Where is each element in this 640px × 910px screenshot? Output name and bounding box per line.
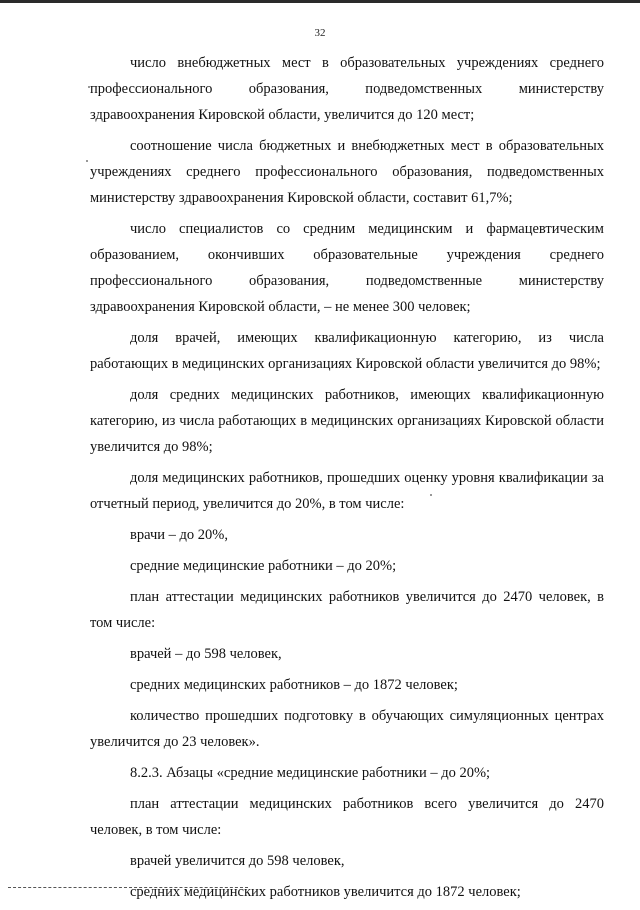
top-border-line	[0, 0, 640, 3]
paragraph: врачей увеличится до 598 человек,	[130, 853, 345, 869]
paragraph: количество прошедших подготовку в обучающих симуляционных центрах увеличится до 23 человек».	[90, 708, 604, 750]
paragraph: соотношение числа бюджетных и внебюджетных мест в образовательных учреждениях среднего профессионального образования, подведомственных министерству здравоохранения Кировской области, составит 61,7%;	[90, 138, 604, 206]
paragraph: средних медицинских работников – до 1872 человек;	[130, 677, 458, 693]
paragraph: врачи – до 20%,	[130, 527, 228, 543]
scan-speck	[88, 86, 90, 88]
document-body	[90, 50, 604, 910]
paragraph: план аттестации медицинских работников всего увеличится до 2470 человек, в том числе:	[90, 796, 604, 838]
paragraph: доля врачей, имеющих квалификационную категорию, из числа работающих в медицинских организациях Кировской области увеличится до 98%;	[90, 330, 604, 372]
paragraph: средних медицинских работников увеличится до 1872 человек;	[130, 884, 521, 900]
scan-speck	[430, 494, 432, 496]
paragraph: врачей – до 598 человек,	[130, 646, 282, 662]
page-number: 32	[314, 27, 326, 39]
paragraph: доля медицинских работников, прошедших оценку уровня квалификации за отчетный период, увеличится до 20%, в том числе:	[90, 470, 604, 512]
paragraph: 8.2.3. Абзацы «средние медицинские работники – до 20%;	[130, 765, 491, 781]
scan-speck	[86, 160, 88, 162]
paragraph: доля средних медицинских работников, имеющих квалификационную категорию, из числа работающих в медицинских организациях Кировской области увеличится до 98%;	[90, 387, 604, 455]
paragraph: план аттестации медицинских работников увеличится до 2470 человек, в том числе:	[90, 589, 604, 631]
paragraph: число внебюджетных мест в образовательных учреждениях среднего профессионального образования, подведомственных министерству здравоохранения Кировской области, увеличится до 120 мест;	[90, 55, 604, 123]
paragraph: средние медицинские работники – до 20%;	[130, 558, 397, 574]
paragraph: число специалистов со средним медицинским и фармацевтическим образованием, окончивших образовательные учреждения среднего профессионального образования, подведомственные министерству здравоохранения Кировской области, – не менее 300 человек;	[90, 221, 604, 315]
bottom-scan-line	[8, 887, 248, 889]
